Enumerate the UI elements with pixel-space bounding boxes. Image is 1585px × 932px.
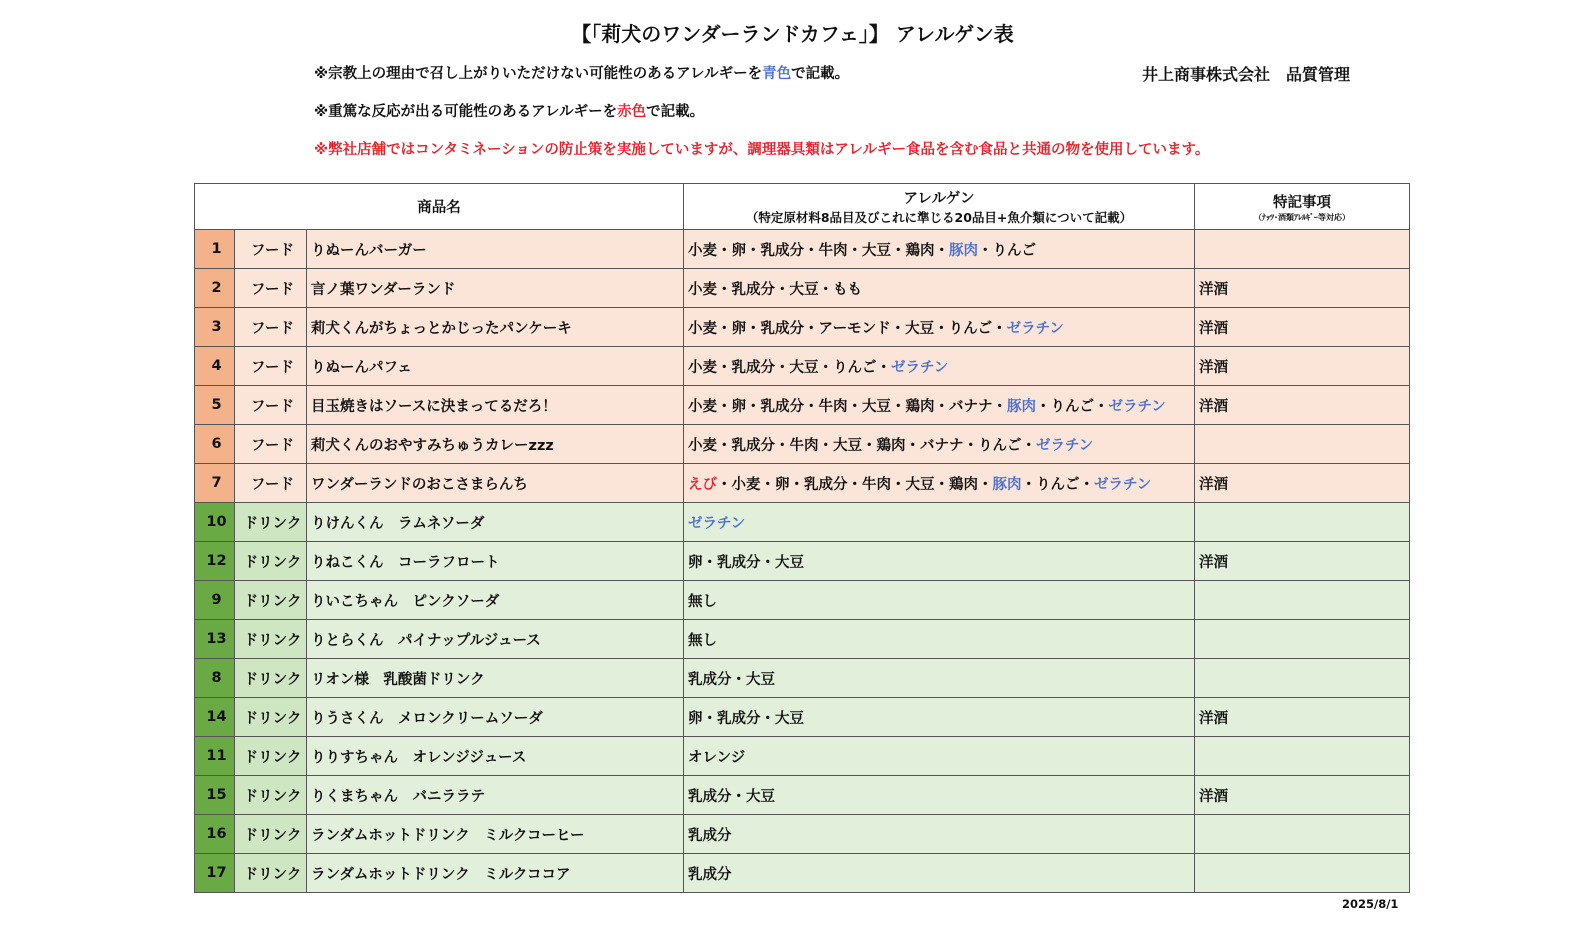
note-religious (314, 62, 849, 83)
allergen-text: 乳成分 (688, 827, 732, 844)
row-product-name: りけんくん ラムネソーダ (307, 503, 684, 542)
allergen-highlight: 豚肉 (992, 476, 1022, 493)
allergen-text: 乳成分・大豆 (688, 671, 776, 688)
row-product-name: りくまちゃん バニララテ (307, 776, 684, 815)
row-special-note: 洋酒 (1195, 542, 1410, 581)
row-category: フード (235, 464, 307, 503)
table-row (195, 620, 1410, 659)
allergen-text: 卵・乳成分・大豆 (688, 554, 805, 571)
row-product-name: りねこくん コーラフロート (307, 542, 684, 581)
row-allergens (684, 308, 1195, 347)
row-product-name: りいこちゃん ピンクソーダ (307, 581, 684, 620)
allergen-text: 乳成分・大豆 (688, 788, 776, 805)
note-severe (314, 100, 704, 121)
row-category: フード (235, 308, 307, 347)
row-special-note (1195, 620, 1410, 659)
row-special-note (1195, 659, 1410, 698)
allergen-highlight: ゼラチン (1036, 437, 1094, 454)
date-stamp: 2025/8/1 (1342, 897, 1399, 911)
row-product-name: りぬーんパフェ (307, 347, 684, 386)
row-allergens (684, 347, 1195, 386)
row-number: 2 (195, 269, 235, 308)
table-row (195, 308, 1410, 347)
row-number: 10 (195, 503, 235, 542)
row-special-note (1195, 230, 1410, 269)
allergen-text: ・小麦・卵・乳成分・牛肉・大豆・鶏肉・ (717, 476, 993, 493)
row-number: 15 (195, 776, 235, 815)
row-product-name: 莉犬くんのおやすみちゅうカレーzzz (307, 425, 684, 464)
row-allergens (684, 854, 1195, 893)
allergen-highlight: ゼラチン (688, 515, 746, 532)
table-row (195, 269, 1410, 308)
allergen-table (194, 183, 1410, 893)
note-severe-suffix: で記載。 (646, 104, 705, 120)
row-special-note: 洋酒 (1195, 698, 1410, 737)
row-category: ドリンク (235, 503, 307, 542)
row-number: 3 (195, 308, 235, 347)
row-allergens (684, 230, 1195, 269)
row-number: 8 (195, 659, 235, 698)
allergen-highlight: 豚肉 (949, 242, 979, 259)
row-number: 11 (195, 737, 235, 776)
row-allergens (684, 464, 1195, 503)
row-special-note (1195, 425, 1410, 464)
allergen-highlight: ゼラチン (891, 359, 949, 376)
row-allergens (684, 776, 1195, 815)
row-number: 5 (195, 386, 235, 425)
header-product: 商品名 (195, 184, 684, 230)
row-category: ドリンク (235, 815, 307, 854)
allergen-text: 小麦・乳成分・大豆・りんご・ (688, 359, 892, 376)
allergen-text: 小麦・卵・乳成分・牛肉・大豆・鶏肉・バナナ・ (688, 398, 1008, 415)
allergen-text: 無し (688, 632, 718, 649)
row-product-name: リオン様 乳酸菌ドリンク (307, 659, 684, 698)
row-special-note: 洋酒 (1195, 464, 1410, 503)
header-special-sub: （ﾅｯﾂ･酒類ｱﾚﾙｷﾞｰ等対応） (1254, 212, 1351, 222)
table-row (195, 503, 1410, 542)
row-allergens (684, 659, 1195, 698)
row-allergens (684, 386, 1195, 425)
row-special-note (1195, 503, 1410, 542)
row-number: 1 (195, 230, 235, 269)
row-number: 13 (195, 620, 235, 659)
row-special-note (1195, 581, 1410, 620)
header-allergen-title: アレルゲン (903, 191, 975, 207)
allergen-text: 乳成分 (688, 866, 732, 883)
table-row (195, 464, 1410, 503)
row-special-note (1195, 854, 1410, 893)
note-severe-text: ※重篤な反応が出る可能性のあるアレルギーを (314, 104, 618, 120)
allergen-text: 小麦・卵・乳成分・牛肉・大豆・鶏肉・ (688, 242, 950, 259)
note-contamination: ※弊社店舗ではコンタミネーションの防止策を実施していますが、調理器具類はアレルギー食品を含む食品と共通の物を使用しています。 (314, 142, 1210, 158)
note-blue-word: 青色 (762, 66, 792, 82)
row-allergens (684, 620, 1195, 659)
row-special-note: 洋酒 (1195, 776, 1410, 815)
header-allergen (684, 184, 1195, 230)
page-title: 【「莉犬のワンダーランドカフェ」】 アレルゲン表 (571, 22, 1014, 46)
table-row (195, 698, 1410, 737)
row-product-name: 目玉焼きはソースに決まってるだろ！ (307, 386, 684, 425)
allergen-highlight: えび (688, 476, 718, 493)
table-row (195, 425, 1410, 464)
row-category: フード (235, 269, 307, 308)
row-product-name: 言ノ葉ワンダーランド (307, 269, 684, 308)
row-special-note: 洋酒 (1195, 347, 1410, 386)
row-category: ドリンク (235, 620, 307, 659)
row-product-name: 莉犬くんがちょっとかじったパンケーキ (307, 308, 684, 347)
row-number: 6 (195, 425, 235, 464)
allergen-text: オレンジ (688, 749, 746, 766)
row-allergens (684, 269, 1195, 308)
table-row (195, 776, 1410, 815)
row-product-name: ワンダーランドのおこさまらんち (307, 464, 684, 503)
row-allergens (684, 698, 1195, 737)
row-allergens (684, 425, 1195, 464)
row-number: 7 (195, 464, 235, 503)
row-special-note: 洋酒 (1195, 386, 1410, 425)
allergen-text: 小麦・乳成分・大豆・もも (688, 281, 863, 298)
allergen-highlight: ゼラチン (1094, 476, 1152, 493)
row-category: ドリンク (235, 659, 307, 698)
row-product-name: りぬーんバーガー (307, 230, 684, 269)
row-category: フード (235, 347, 307, 386)
row-allergens (684, 503, 1195, 542)
allergen-text: 小麦・卵・乳成分・アーモンド・大豆・りんご・ (688, 320, 1007, 337)
row-allergens (684, 737, 1195, 776)
row-allergens (684, 815, 1195, 854)
table-row (195, 815, 1410, 854)
note-red-word: 赤色 (617, 104, 647, 120)
table-row (195, 230, 1410, 269)
table-row (195, 581, 1410, 620)
row-category: ドリンク (235, 542, 307, 581)
row-category: フード (235, 386, 307, 425)
note-religious-text: ※宗教上の理由で召し上がりいただけない可能性のあるアレルギーを (314, 66, 763, 82)
header-allergen-sub: （特定原材料8品目及びこれに準じる20品目+魚介類について記載） (745, 210, 1133, 225)
allergen-highlight: 豚肉 (1007, 398, 1037, 415)
company-name: 井上商事株式会社 品質管理 (1142, 65, 1351, 84)
row-special-note (1195, 737, 1410, 776)
allergen-text: ・りんご・ (1021, 476, 1095, 493)
row-special-note: 洋酒 (1195, 308, 1410, 347)
allergen-text: ・りんご (978, 242, 1037, 259)
allergen-text: 無し (688, 593, 718, 610)
row-product-name: りうさくん メロンクリームソーダ (307, 698, 684, 737)
row-category: フード (235, 425, 307, 464)
row-allergens (684, 581, 1195, 620)
row-number: 14 (195, 698, 235, 737)
table-body (195, 230, 1410, 893)
table-row (195, 542, 1410, 581)
row-special-note: 洋酒 (1195, 269, 1410, 308)
row-number: 4 (195, 347, 235, 386)
table-row (195, 386, 1410, 425)
row-category: ドリンク (235, 854, 307, 893)
row-product-name: ランダムホットドリンク ミルクココア (307, 854, 684, 893)
row-allergens (684, 542, 1195, 581)
row-number: 16 (195, 815, 235, 854)
row-product-name: りりすちゃん オレンジジュース (307, 737, 684, 776)
table-row (195, 347, 1410, 386)
row-product-name: ランダムホットドリンク ミルクコーヒー (307, 815, 684, 854)
table-row (195, 659, 1410, 698)
header-special-title: 特記事項 (1273, 194, 1332, 211)
header-special (1195, 184, 1410, 230)
allergen-highlight: ゼラチン (1006, 320, 1064, 337)
allergen-text: 小麦・乳成分・牛肉・大豆・鶏肉・バナナ・りんご・ (688, 437, 1037, 454)
row-category: ドリンク (235, 776, 307, 815)
note-religious-suffix: で記載。 (791, 66, 850, 82)
row-category: フード (235, 230, 307, 269)
allergen-text: 卵・乳成分・大豆 (688, 710, 805, 727)
allergen-highlight: ゼラチン (1108, 398, 1166, 415)
row-number: 9 (195, 581, 235, 620)
row-category: ドリンク (235, 737, 307, 776)
row-product-name: りとらくん パイナップルジュース (307, 620, 684, 659)
row-category: ドリンク (235, 698, 307, 737)
row-special-note (1195, 815, 1410, 854)
allergen-text: ・りんご・ (1036, 398, 1109, 415)
row-category: ドリンク (235, 581, 307, 620)
row-number: 17 (195, 854, 235, 893)
table-header-row (195, 184, 1410, 230)
row-number: 12 (195, 542, 235, 581)
table-row (195, 854, 1410, 893)
table-row (195, 737, 1410, 776)
